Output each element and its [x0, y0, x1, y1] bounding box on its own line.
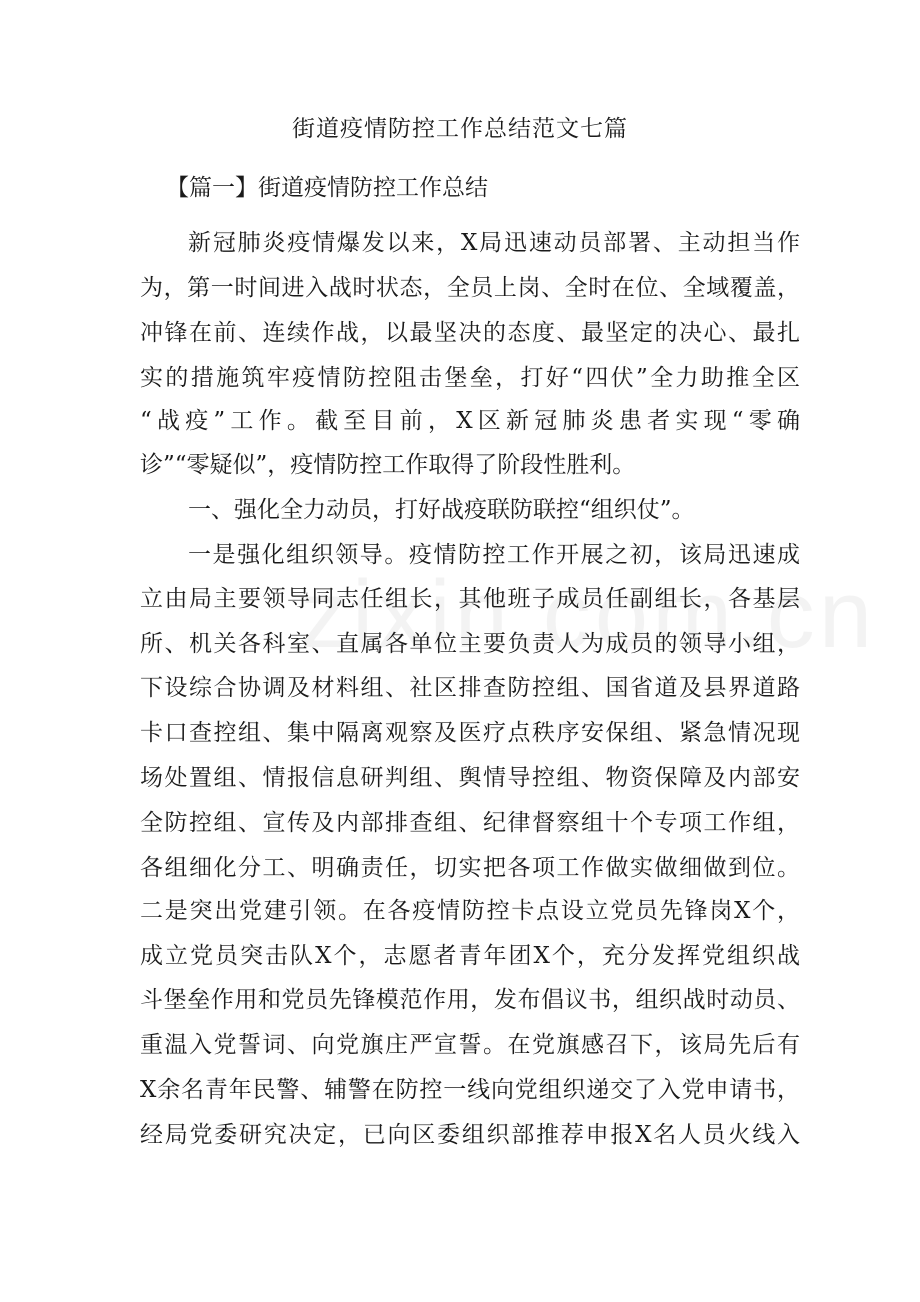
- paragraph-line: 重温入党誓词、向党旗庄严宣誓。在党旗感召下，该局先后有: [140, 1032, 800, 1058]
- paragraph-line: 场处置组、情报信息研判组、舆情导控组、物资保障及内部安: [140, 765, 800, 791]
- paragraph-line: 实的措施筑牢疫情防控阻击堡垒，打好“四伏”全力助推全区: [140, 365, 800, 391]
- paragraph-line: 立由局主要领导同志任组长，其他班子成员任副组长，各基层: [140, 586, 800, 612]
- paragraph-line: 诊”“零疑似”，疫情防控工作取得了阶段性胜利。: [140, 452, 636, 478]
- section-heading: 【篇一】街道疫情防控工作总结: [166, 175, 488, 201]
- paragraph-line: 二是突出党建引领。在各疫情防控卡点设立党员先锋岗X个，: [140, 898, 800, 924]
- paragraph-line: 成立党员突击队X个，志愿者青年团X个，充分发挥党组织战: [140, 943, 800, 969]
- paragraph-line: 新冠肺炎疫情爆发以来，X局迅速动员部署、主动担当作: [188, 230, 800, 256]
- paragraph-line: 下设综合协调及材料组、社区排查防控组、国省道及县界道路: [140, 675, 800, 701]
- paragraph-line: 所、机关各科室、直属各单位主要负责人为成员的领导小组，: [140, 631, 800, 657]
- paragraph-line: 一是强化组织领导。疫情防控工作开展之初，该局迅速成: [188, 542, 800, 568]
- paragraph-line: 经局党委研究决定，已向区委组织部推荐申报X名人员火线入: [140, 1122, 800, 1148]
- paragraph-line: 斗堡垒作用和党员先锋模范作用，发布倡议书，组织战时动员、: [140, 987, 800, 1013]
- paragraph-line: X余名青年民警、辅警在防控一线向党组织递交了入党申请书，: [140, 1077, 800, 1103]
- paragraph-line: 各组细化分工、明确责任，切实把各项工作做实做细做到位。: [140, 855, 800, 881]
- paragraph-line: 冲锋在前、连续作战，以最坚决的态度、最坚定的决心、最扎: [140, 320, 800, 346]
- subheading-line: 一、强化全力动员，打好战疫联防联控“组织仗”。: [188, 497, 695, 523]
- document-title: 街道疫情防控工作总结范文七篇: [292, 116, 628, 142]
- paragraph-line: “战疫”工作。截至目前，X区新冠肺炎患者实现“零确: [140, 408, 800, 434]
- paragraph-line: 为，第一时间进入战时状态，全员上岗、全时在位、全域覆盖，: [140, 275, 800, 301]
- paragraph-line: 卡口查控组、集中隔离观察及医疗点秩序安保组、紧急情况现: [140, 720, 800, 746]
- paragraph-line: 全防控组、宣传及内部排查组、纪律督察组十个专项工作组，: [140, 810, 800, 836]
